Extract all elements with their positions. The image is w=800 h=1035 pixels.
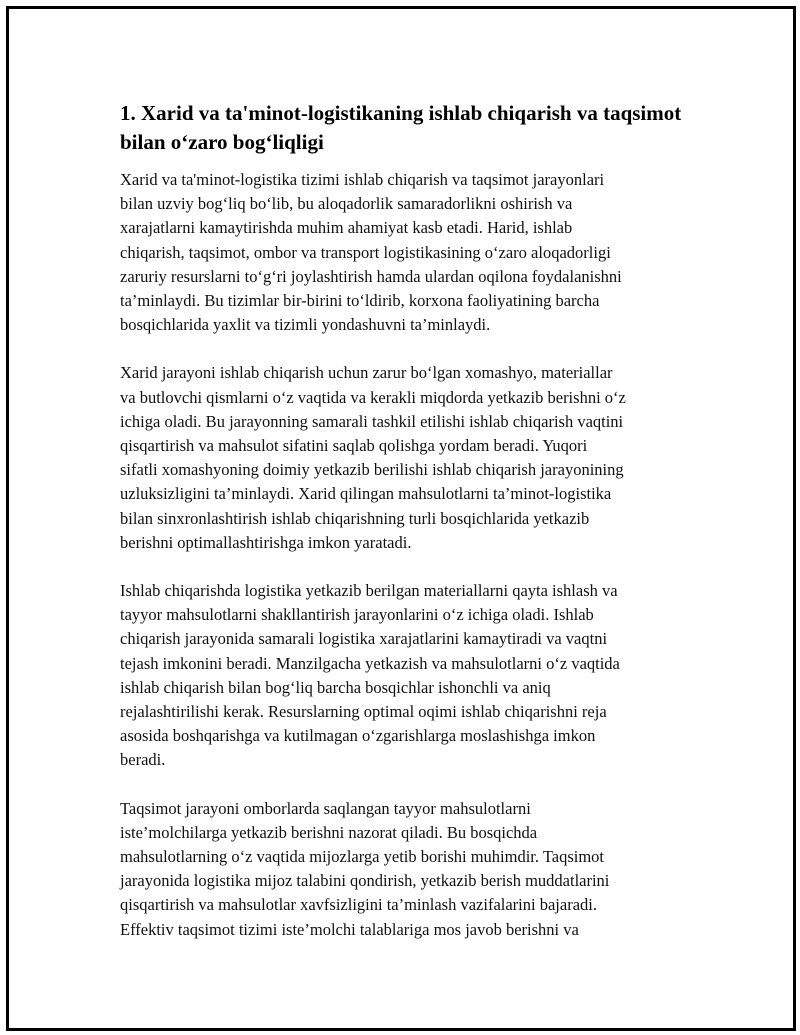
text-line: rejalashtirilishi kerak. Resurslarning optimal oqimi ishlab chiqarishni reja: [120, 702, 607, 722]
text-line: bilan uzviy bog‘liq bo‘lib, bu aloqadorlik samaradorlikni oshirish va: [120, 194, 573, 214]
text-line: asosida boshqarishga va kutilmagan o‘zgarishlarga moslashishga imkon: [120, 726, 596, 746]
text-line: beradi.: [120, 750, 166, 770]
text-line: iste’molchilarga yetkazib berishni nazorat qiladi. Bu bosqichda: [120, 822, 538, 842]
section-heading: [120, 99, 700, 157]
text-line: Xarid jarayoni ishlab chiqarish uchun zarur bo‘lgan xomashyo, materiallar: [120, 363, 613, 383]
paragraph-3: [120, 579, 700, 773]
text-line: Xarid va ta'minot-logistika tizimi ishlab chiqarish va taqsimot jarayonlari: [120, 170, 605, 189]
document-body: [120, 99, 700, 966]
text-line: bilan sinxronlashtirish ishlab chiqarishning turli bosqichlarida yetkazib: [120, 508, 590, 528]
text-line: qisqartirish va mahsulotlar xavfsizligini ta’minlash vazifalarini bajaradi.: [120, 895, 597, 915]
text-line: Effektiv taqsimot tizimi iste’molchi talablariga mos javob berishni va: [120, 919, 579, 939]
text-line: tejash imkonini beradi. Manzilgacha yetkazish va mahsulotlarni o‘z vaqtida: [120, 653, 620, 673]
text-line: qisqartirish va mahsulot sifatini saqlab qolishga yordam beradi. Yuqori: [120, 436, 588, 456]
paragraph-2: [120, 361, 700, 555]
text-line: chiqarish jarayonida samarali logistika xarajatlarini kamaytiradi va vaqtni: [120, 629, 608, 649]
text-line: tayyor mahsulotlarni shakllantirish jarayonlarini o‘z ichiga oladi. Ishlab: [120, 605, 594, 625]
text-line: mahsulotlarning o‘z vaqtida mijozlarga yetib borishi muhimdir. Taqsimot: [120, 847, 604, 867]
section-heading-line: bilan o‘zaro bog‘liqligi: [120, 130, 324, 154]
paragraph-4: [120, 797, 700, 942]
section-heading-line: 1. Xarid va ta'minot-logistikaning ishlab chiqarish va taqsimot: [120, 101, 682, 125]
text-line: jarayonida logistika mijoz talabini qondirish, yetkazib berish muddatlarini: [120, 871, 610, 891]
text-line: va butlovchi qismlarni o‘z vaqtida va kerakli miqdorda yetkazib berishni o‘z: [120, 387, 626, 407]
text-line: sifatli xomashyoning doimiy yetkazib berilishi ishlab chiqarish jarayonining: [120, 460, 624, 480]
text-line: ichiga oladi. Bu jarayonning samarali tashkil etilishi ishlab chiqarish vaqtini: [120, 411, 624, 431]
text-line: uzluksizligini ta’minlaydi. Xarid qilingan mahsulotlarni ta’minot-logistika: [120, 484, 612, 504]
text-line: ishlab chiqarish bilan bog‘liq barcha bosqichlar ishonchli va aniq: [120, 677, 551, 697]
text-line: zaruriy resurslarni to‘g‘ri joylashtirish hamda ulardan oqilona foydalanishni: [120, 266, 622, 286]
text-line: berishni optimallashtirishga imkon yaratadi.: [120, 532, 412, 552]
text-line: ta’minlaydi. Bu tizimlar bir-birini to‘ldirib, korxona faoliyatining barcha: [120, 291, 600, 311]
text-line: chiqarish, taqsimot, ombor va transport logistikasining o‘zaro aloqadorligi: [120, 242, 611, 262]
text-line: xarajatlarni kamaytirishda muhim ahamiyat kasb etadi. Harid, ishlab: [120, 218, 573, 238]
paragraph-1: [120, 168, 700, 337]
page-frame: [6, 6, 796, 1031]
text-line: bosqichlarida yaxlit va tizimli yondashuvni ta’minlaydi.: [120, 315, 491, 335]
text-line: Taqsimot jarayoni omborlarda saqlangan tayyor mahsulotlarni: [120, 798, 531, 818]
text-line: Ishlab chiqarishda logistika yetkazib berilgan materiallarni qayta ishlash va: [120, 581, 618, 601]
